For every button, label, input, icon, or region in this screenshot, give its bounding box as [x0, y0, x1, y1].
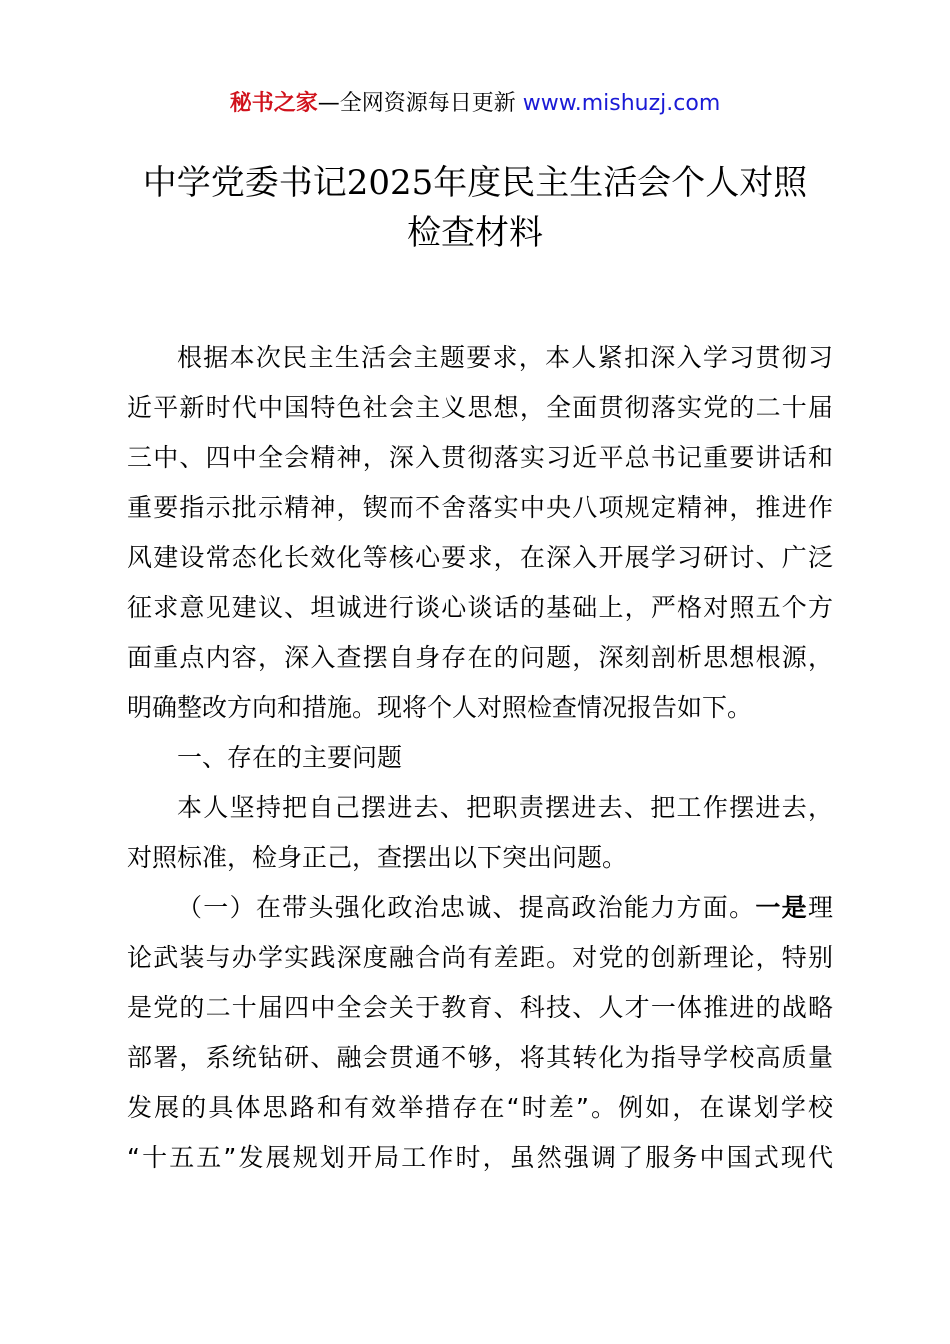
paragraph-political-loyalty — [127, 883, 833, 1183]
text-line: 发展的具体思路和有效举措存在“时差”。例如，在谋划学校 — [127, 1093, 833, 1122]
emphasis-first: 一是 — [755, 893, 808, 922]
text-line: 征求意见建议、坦诚进行谈心谈话的基础上，严格对照五个方 — [127, 593, 833, 622]
subsection-heading: （一）在带头强化政治忠诚、提高政治能力方面。 — [177, 893, 756, 922]
text-line: 面重点内容，深入查摆自身存在的问题，深刻剖析思想根源， — [127, 643, 833, 672]
text-line: 对照标准，检身正己，查摆出以下突出问题。 — [127, 843, 628, 872]
text-line: 重要指示批示精神，锲而不舍落实中央八项规定精神，推进作 — [127, 493, 833, 522]
section-heading: 一、存在的主要问题 — [177, 743, 403, 772]
text-line: 论武装与办学实践深度融合尚有差距。对党的创新理论，特别 — [127, 943, 833, 972]
site-tagline: —全网资源每日更新 — [317, 91, 523, 116]
text-line: 明确整改方向和措施。现将个人对照检查情况报告如下。 — [127, 693, 753, 722]
text-line: 是党的二十届四中全会关于教育、科技、人才一体推进的战略 — [127, 993, 833, 1022]
site-brand: 秘书之家 — [229, 91, 318, 116]
text-line: “十五五”发展规划开局工作时，虽然强调了服务中国式现代 — [127, 1143, 833, 1172]
paragraph-intro — [127, 333, 833, 733]
text-line: 近平新时代中国特色社会主义思想，全面贯彻落实党的二十届 — [127, 393, 833, 422]
paragraph-overview — [127, 783, 833, 883]
text-line: 三中、四中全会精神，深入贯彻落实习近平总书记重要讲话和 — [127, 443, 833, 472]
text-line — [127, 883, 833, 933]
text-line: 根据本次民主生活会主题要求，本人紧扣深入学习贯彻习 — [177, 343, 833, 372]
title-line-1: 中学党委书记2025年度民主生活会个人对照 — [142, 163, 808, 203]
text-line: 本人坚持把自己摆进去、把职责摆进去、把工作摆进去， — [177, 793, 833, 822]
document-body — [127, 333, 833, 1183]
document-title — [100, 158, 850, 258]
site-url-link[interactable]: www.mishuzj.com — [522, 91, 721, 116]
site-header — [0, 88, 950, 120]
text-line: 部署，系统钻研、融会贯通不够，将其转化为指导学校高质量 — [127, 1043, 833, 1072]
text-line: 风建设常态化长效化等核心要求，在深入开展学习研讨、广泛 — [127, 543, 833, 572]
title-line-2: 检查材料 — [407, 213, 543, 253]
text-fragment: 理 — [807, 893, 833, 922]
